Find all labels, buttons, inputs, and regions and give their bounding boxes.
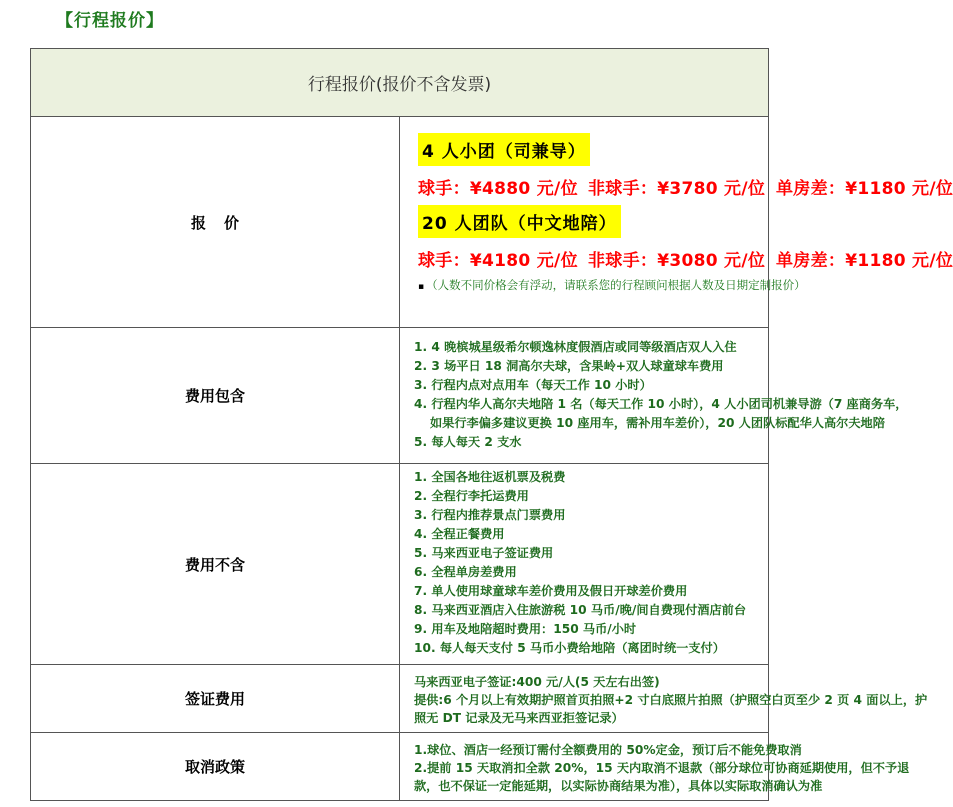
visa-line: 照无 DT 记录及无马来西亚拒签记录） bbox=[414, 710, 624, 725]
list-item: 9. 用车及地陪超时费用：150 马币/小时 bbox=[414, 622, 637, 636]
visa-row bbox=[31, 665, 769, 733]
cancel-line: 1.球位、酒店一经预订需付全额费用的 50%定金，预订后不能免费取消 bbox=[414, 742, 802, 757]
quote-row bbox=[31, 117, 769, 328]
excluded-content bbox=[400, 464, 769, 665]
list-item: 1. 全国各地往返机票及税费 bbox=[414, 470, 566, 484]
price-line-large bbox=[418, 246, 953, 271]
price-note bbox=[418, 277, 806, 293]
included-content bbox=[400, 328, 908, 464]
quote-label: 报价 bbox=[190, 213, 257, 232]
list-item: 2. 3 场平日 18 洞高尔夫球，含果岭+双人球童球车费用 bbox=[414, 358, 724, 373]
included-row bbox=[31, 328, 769, 464]
cancel-content bbox=[400, 733, 910, 801]
cancel-line: 2.提前 15 天取消扣全款 20%，15 天内取消不退款（部分球位可协商延期使用，但不予退 bbox=[414, 760, 910, 775]
group-name-small: 4 人小团（司兼导） bbox=[418, 133, 590, 166]
list-item: 1. 4 晚槟城星级希尔顿逸林度假酒店或同等级酒店双人入住 bbox=[414, 339, 737, 354]
list-item: 5. 每人每天 2 支水 bbox=[414, 434, 522, 449]
visa-label: 签证费用 bbox=[31, 665, 400, 733]
list-item: 5. 马来西亚电子签证费用 bbox=[414, 546, 554, 560]
non-player-price: 非球手：¥3780 元/位 bbox=[588, 179, 766, 199]
excluded-row bbox=[31, 464, 769, 665]
table-title: 行程报价(报价不含发票) bbox=[31, 49, 769, 117]
quote-content bbox=[400, 117, 953, 328]
group-name-large: 20 人团队（中文地陪） bbox=[418, 205, 621, 238]
list-item: 3. 行程内推荐景点门票费用 bbox=[414, 508, 566, 522]
non-player-price: 非球手：¥3080 元/位 bbox=[588, 251, 766, 271]
included-label: 费用包含 bbox=[31, 328, 400, 464]
visa-content bbox=[400, 665, 928, 733]
price-note-text: （人数不同价格会有浮动，请联系您的行程顾问根据人数及日期定制报价） bbox=[426, 278, 806, 292]
itinerary-price-table bbox=[30, 48, 953, 801]
cancel-line: 款，也不保证一定能延期，以实际协商结果为准），具体以实际取消确认为准 bbox=[414, 778, 823, 793]
price-line-small bbox=[418, 174, 953, 199]
list-item: 10. 每人每天支付 5 马币小费给地陪（离团时统一支付） bbox=[414, 641, 725, 655]
cancel-row bbox=[31, 733, 769, 801]
bullet-icon: ▪ bbox=[418, 282, 425, 292]
list-item: 4. 全程正餐费用 bbox=[414, 527, 505, 541]
visa-line: 提供:6 个月以上有效期护照首页拍照+2 寸白底照片拍照（护照空白页至少 2 页 4 面以上，护 bbox=[414, 692, 928, 707]
excluded-label: 费用不含 bbox=[31, 464, 400, 665]
quote-label-cell bbox=[31, 117, 400, 328]
list-item: 7. 单人使用球童球车差价费用及假日开球差价费用 bbox=[414, 584, 688, 598]
player-price: 球手：¥4880 元/位 bbox=[418, 179, 578, 199]
player-price: 球手：¥4180 元/位 bbox=[418, 251, 578, 271]
visa-line: 马来西亚电子签证:400 元/人(5 天左右出签) bbox=[414, 674, 660, 689]
list-item: 8. 马来西亚酒店入住旅游税 10 马币/晚/间自费现付酒店前台 bbox=[414, 603, 747, 617]
list-item: 3. 行程内点对点用车（每天工作 10 小时） bbox=[414, 377, 652, 392]
list-item: 6. 全程单房差费用 bbox=[414, 565, 517, 579]
cancel-label: 取消政策 bbox=[31, 733, 400, 801]
list-item: 如果行李偏多建议更换 10 座用车，需补用车差价），20 人团队标配华人高尔夫地陪 bbox=[430, 415, 885, 430]
section-title: 【行程报价】 bbox=[56, 11, 164, 31]
list-item: 4. 行程内华人高尔夫地陪 1 名（每天工作 10 小时），4 人小团司机兼导游（7 座商务车， bbox=[414, 396, 908, 411]
single-room-price: 单房差：¥1180 元/位 bbox=[776, 251, 953, 271]
list-item: 2. 全程行李托运费用 bbox=[414, 489, 529, 503]
single-room-price: 单房差：¥1180 元/位 bbox=[776, 179, 953, 199]
